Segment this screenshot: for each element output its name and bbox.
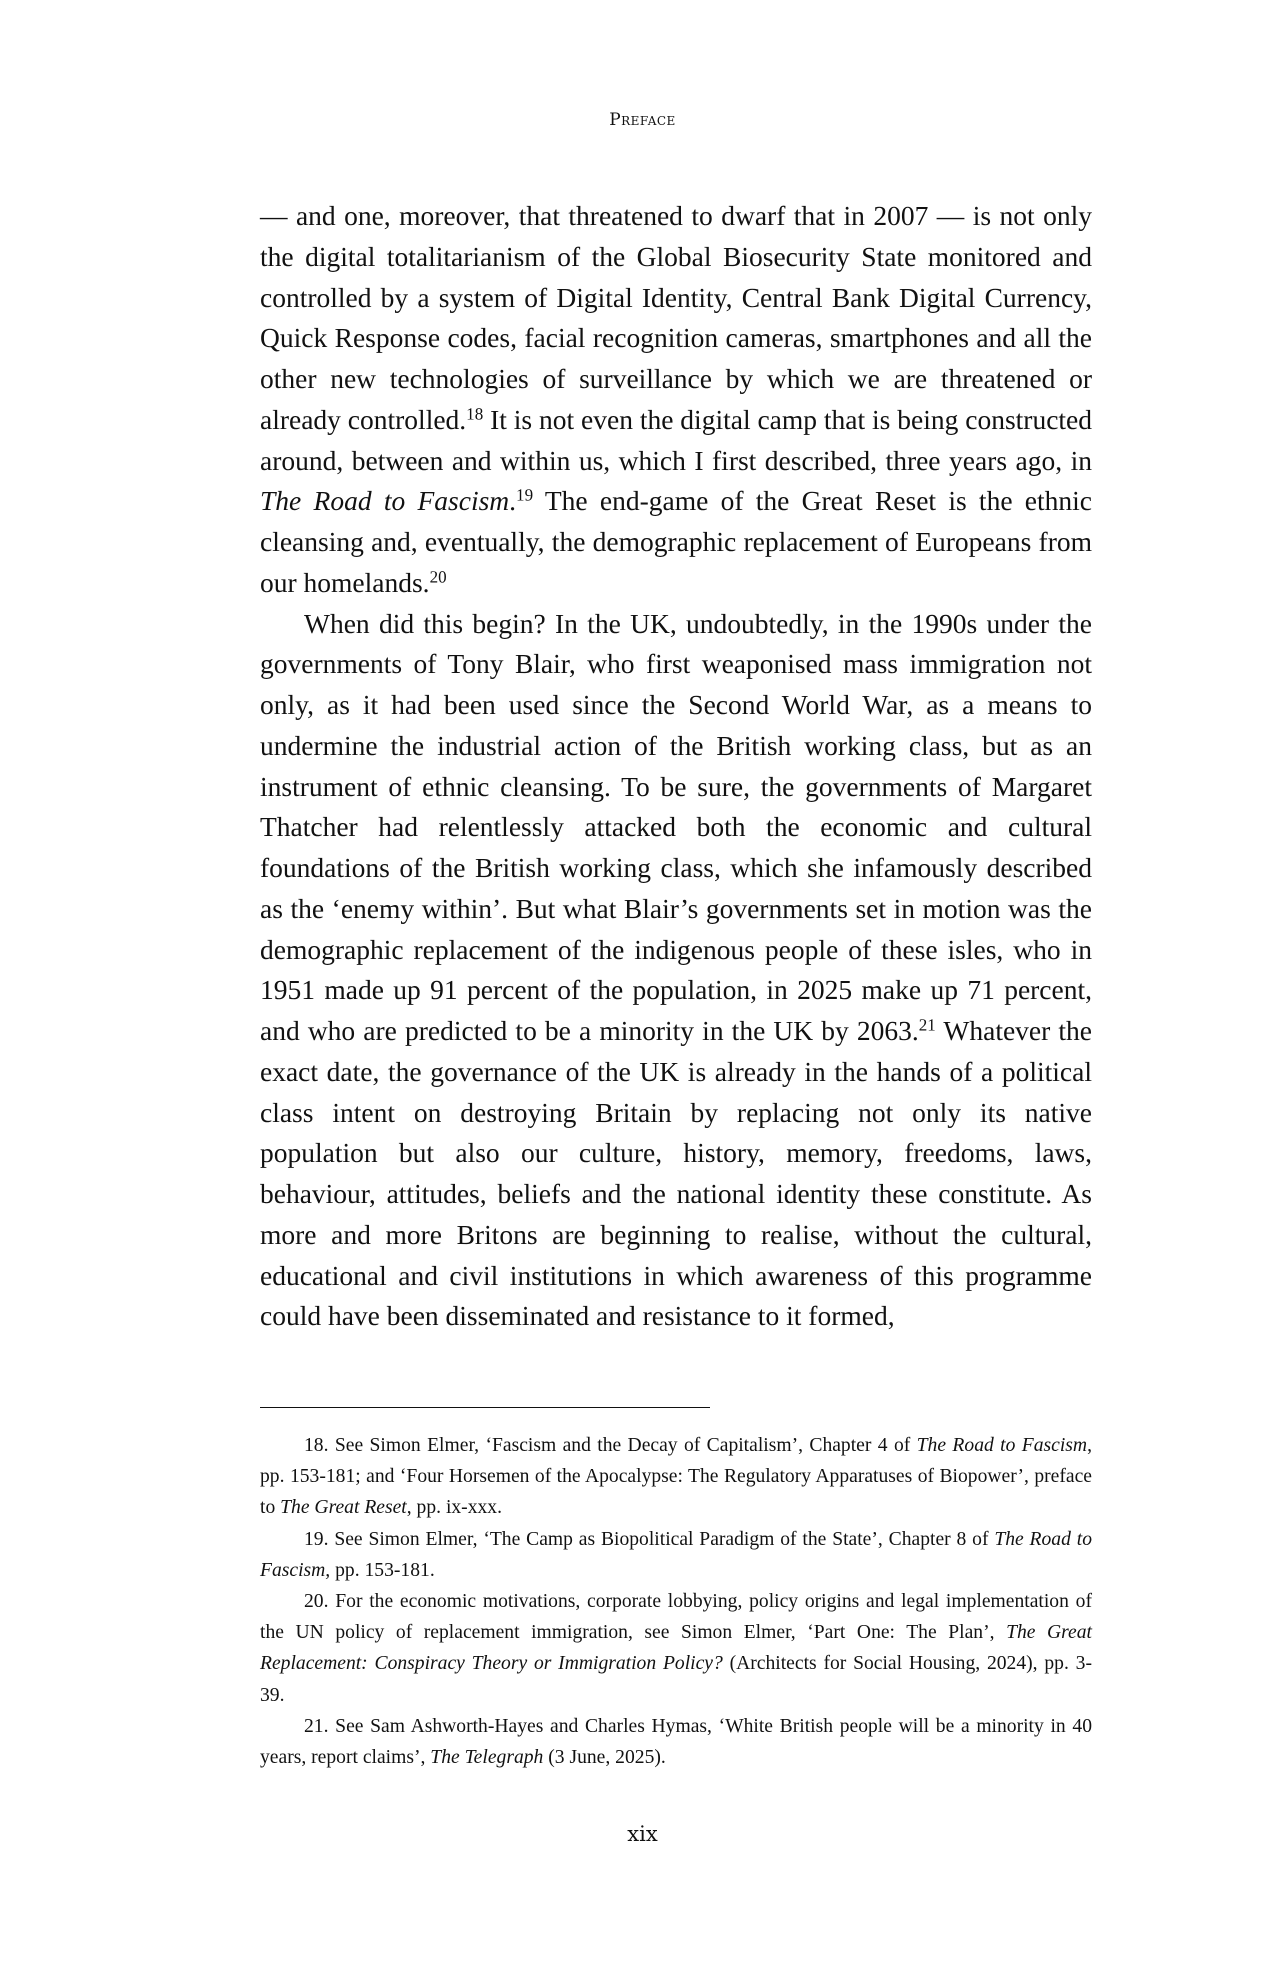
text-run: , pp. 153-181; and ‘Four Horsemen of the Apocalypse: The Regulatory Apparatuses of Biopower’, preface to xyxy=(260,1435,1092,1519)
text-run: 18. See Simon Elmer, ‘Fascism and the Decay of Capitalism’, Chapter 4 of xyxy=(304,1435,917,1456)
text-run: , pp. ix-xxx. xyxy=(406,1497,502,1519)
footnote-20 xyxy=(260,1586,1092,1711)
text-run: (3 June, 2025). xyxy=(543,1747,666,1769)
text-run: (Architects for Social Housing, 2024), pp. 3-39. xyxy=(260,1653,1092,1706)
italic-title: The Road to Fascism, xyxy=(260,1528,1092,1581)
italic-title: The Road to Fascism xyxy=(916,1435,1088,1456)
footnote-reference[interactable]: 21 xyxy=(918,1015,936,1035)
footnote-18 xyxy=(260,1430,1092,1524)
footnote-separator-rule xyxy=(260,1407,710,1408)
footnote-reference[interactable]: 19 xyxy=(516,485,534,505)
footnote-reference[interactable]: 20 xyxy=(429,567,447,587)
footnote-reference[interactable]: 18 xyxy=(466,404,484,424)
text-run: . xyxy=(509,485,517,517)
text-run: When did this begin? In the UK, undoubtedly, in the 1990s under the governments of Tony Blair, who first weaponised mass immigration not only, as it had been used since the Second World War, as a means to undermine the industrial action of the British working class, but as an instrument of ethnic cleansing. To be sure, the governments of Margaret Thatcher had relentlessly attacked both the economic and cultural foundations of the British working class, which she infamously described as the ‘enemy within’. But what Blair’s governments set in motion was the demographic replacement of the indigenous people of these isles, who in 1951 made up 91 percent of the population, in 2025 make up 71 percent, and who are predicted to be a minority in the UK by 2063. xyxy=(260,607,1092,1046)
text-run: Whatever the exact date, the governance of the UK is already in the hands of a political class intent on destroying Britain by replacing not only its native population but also our culture, history, memory, freedoms, laws, behaviour, attitudes, beliefs and the national identity these constitute. As more and more Britons are beginning to realise, without the cultural, educational and civil institutions in which awareness of this programme could have been disseminated and resistance to it formed, xyxy=(260,1015,1092,1332)
italic-title: The Road to Fascism xyxy=(260,485,510,517)
text-run: 21. See Sam Ashworth-Hayes and Charles Hymas, ‘White British people will be a minority in 40 years, report claims’, xyxy=(260,1715,1092,1769)
body-paragraph xyxy=(260,604,1092,1338)
text-run: The end-game of the Great Reset is the ethnic cleansing and, eventually, the demographic replacement of Europeans from our homelands. xyxy=(260,485,1092,598)
footnote-19 xyxy=(260,1524,1092,1586)
page-number: xix xyxy=(627,1822,658,1846)
text-run: 19. See Simon Elmer, ‘The Camp as Biopolitical Paradigm of the State’, Chapter 8 of xyxy=(304,1528,995,1550)
body-paragraph xyxy=(260,196,1092,604)
running-head-title: Preface xyxy=(609,110,676,130)
text-run: It is not even the digital camp that is being constructed around, between and within us, which I first described, three years ago, in xyxy=(260,403,1092,476)
italic-title: The Great Replacement: Conspiracy Theory or Immigration Policy? xyxy=(260,1622,1092,1675)
footnote-21 xyxy=(260,1711,1092,1773)
italic-title: The Telegraph xyxy=(430,1747,544,1769)
text-run: pp. 153-181. xyxy=(330,1559,435,1581)
main-text-block xyxy=(260,196,1092,1337)
text-run: 20. For the economic motivations, corporate lobbying, policy origins and legal implementation of the UN policy of replacement immigration, see Simon Elmer, ‘Part One: The Plan’, xyxy=(260,1591,1092,1644)
footnotes-block xyxy=(260,1430,1092,1773)
text-run: — and one, moreover, that threatened to dwarf that in 2007 — is not only the digital totalitarianism of the Global Biosecurity State monitored and controlled by a system of Digital Identity, Central Bank Digital Currency, Quick Response codes, facial recognition cameras, smartphones and all the other new technologies of surveillance by which we are threatened or already controlled. xyxy=(260,200,1092,435)
italic-title: The Great Reset xyxy=(280,1497,407,1519)
